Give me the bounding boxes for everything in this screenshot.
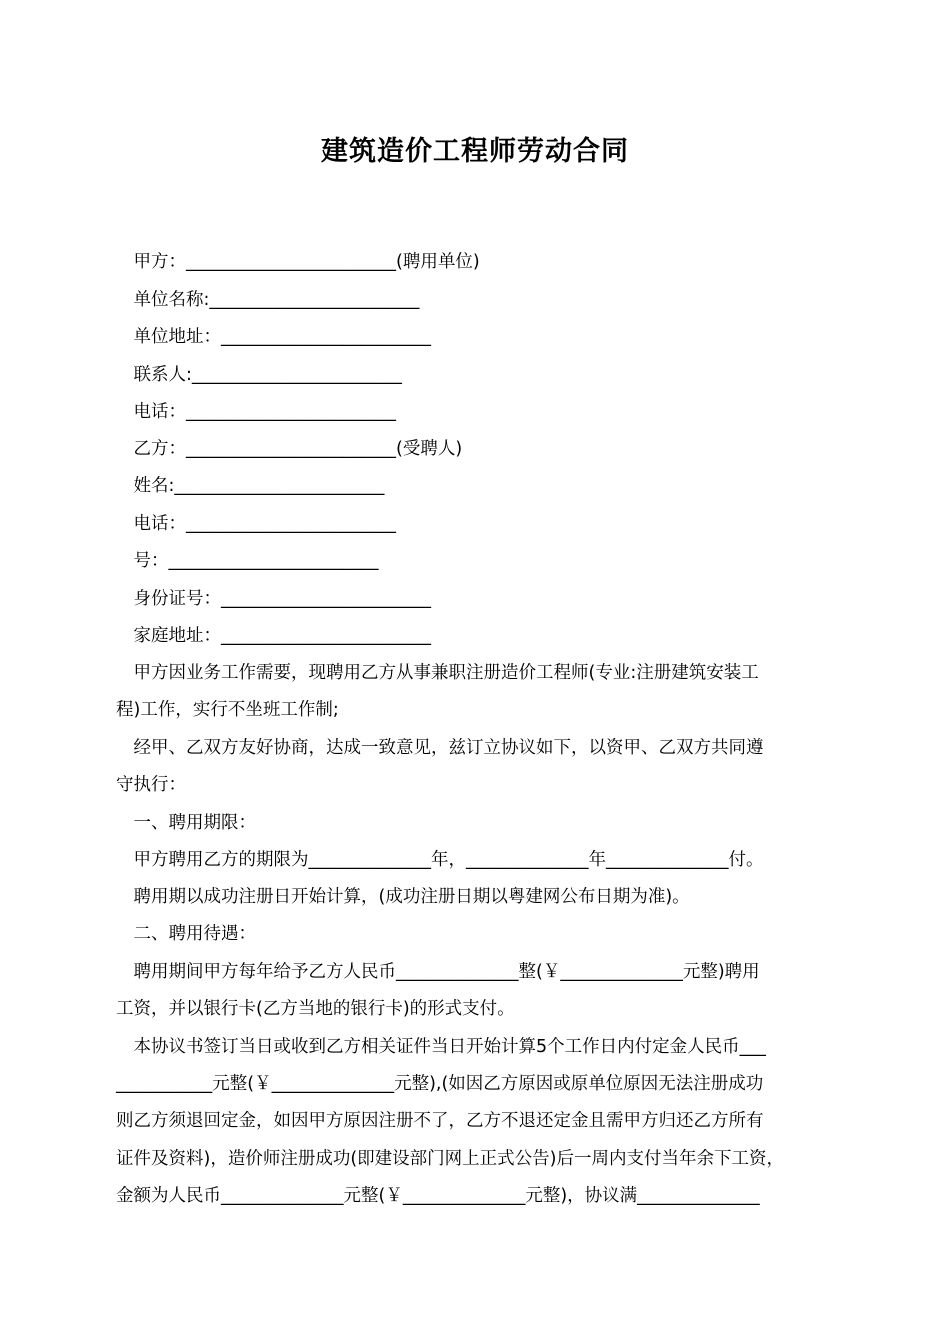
party-a-line: 甲方：________________________(聘用单位) <box>116 252 480 272</box>
party-b-line: 乙方：________________________(受聘人) <box>116 439 463 459</box>
paragraph-line: 守执行： <box>116 775 186 795</box>
paragraph-line: 证件及资料)，造价师注册成功(即建设部门网上正式公告)后一周内支付当年余下工资， <box>116 1149 784 1169</box>
phone-a-line: 电话：________________________ <box>116 402 396 422</box>
id-number-line: 身份证号：________________________ <box>116 589 431 609</box>
paragraph-line: 金额为人民币______________元整(￥______________元整)，协议满______________ <box>116 1186 760 1206</box>
paragraph-line: 则乙方须退回定金，如因甲方原因注册不了，乙方不退还定金且需甲方归还乙方所有 <box>116 1111 764 1131</box>
paragraph-line: 甲方因业务工作需要，现聘用乙方从事兼职注册造价工程师(专业:注册建筑安装工 <box>116 663 759 683</box>
unit-name-line: 单位名称:________________________ <box>116 290 420 310</box>
section-heading: 二、聘用待遇： <box>116 924 256 944</box>
paragraph-line: 聘用期以成功注册日开始计算，(成功注册日期以粤建网公布日期为准)。 <box>116 887 690 907</box>
paragraph-line: 工资，并以银行卡(乙方当地的银行卡)的形式支付。 <box>116 999 515 1019</box>
paragraph-line: 程)工作，实行不坐班工作制; <box>116 700 339 720</box>
paragraph-line: 本协议书签订当日或收到乙方相关证件当日开始计算5个工作日内付定金人民币___ <box>116 1037 766 1057</box>
paragraph-line: 经甲、乙双方友好协商，达成一致意见，兹订立协议如下，以资甲、乙双方共同遵 <box>116 738 764 758</box>
document-title: 建筑造价工程师劳动合同 <box>321 136 629 167</box>
unit-address-line: 单位地址：________________________ <box>116 327 431 347</box>
paragraph-line: 甲方聘用乙方的期限为______________年，______________年______________付。 <box>116 850 764 870</box>
section-heading: 一、聘用期限： <box>116 813 256 833</box>
name-line: 姓名:________________________ <box>116 476 385 496</box>
paragraph-line: 聘用期间甲方每年给予乙方人民币______________整(￥______________元整)聘用 <box>116 962 760 982</box>
paragraph-line: ___________元整(￥______________元整),(如因乙方原因或原单位原因无法注册成功 <box>116 1074 764 1094</box>
phone-b-line: 电话：________________________ <box>116 514 396 534</box>
home-address-line: 家庭地址：________________________ <box>116 626 431 646</box>
number-line: 号：________________________ <box>116 551 379 571</box>
contact-person-line: 联系人:________________________ <box>116 365 402 385</box>
